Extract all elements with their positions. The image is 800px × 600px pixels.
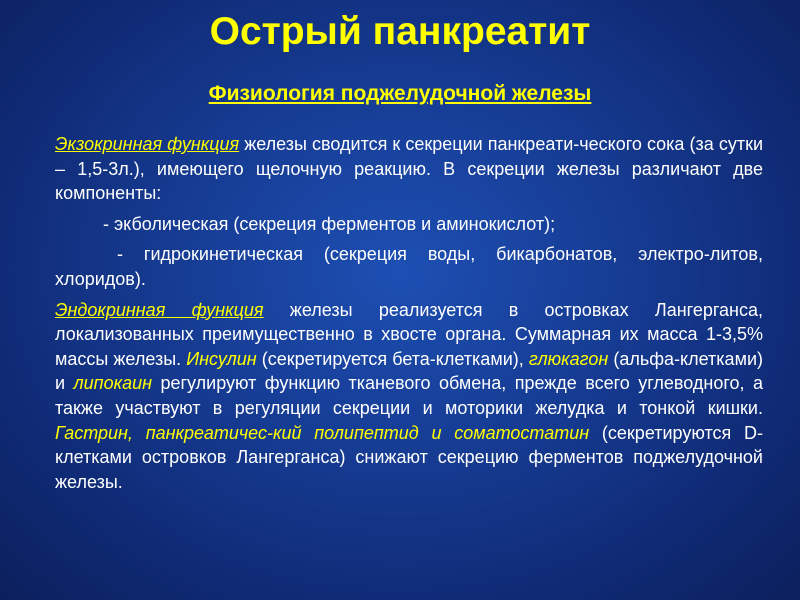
term-insulin: Инсулин <box>186 348 257 369</box>
paragraph-exocrine <box>55 132 763 206</box>
term-endocrine-function: Эндокринная функция <box>55 299 264 320</box>
list-item-ecbolic: - экболическая (секреция ферментов и аминокислот); <box>103 213 556 234</box>
term-glucagon: глюкагон <box>528 348 609 369</box>
slide-subtitle: Физиология поджелудочной железы <box>208 82 592 105</box>
endocrine-text-5: (секретируются D-клетками островков Лангерганса) снижают секрецию ферментов поджелудочной железы. <box>55 422 763 492</box>
term-exocrine-function: Экзокринная функция <box>55 134 240 154</box>
slide-title: Острый панкреатит <box>209 10 591 53</box>
term-hormones: Гастрин, панкреатичес-кий полипептид и соматостатин <box>55 422 590 443</box>
term-lipocaine: липокаин <box>73 373 153 394</box>
list-item-hydrokinetic: - гидрокинетическая (секреция воды, бикарбонатов, электро-литов, хлоридов). <box>55 244 763 289</box>
slide-body <box>55 132 763 500</box>
paragraph-endocrine <box>55 298 763 495</box>
exocrine-text: железы сводится к секреции панкреати-ческого сока (за сутки – 1,5-3л.), имеющего щелочную реакцию. В секреции железы различают две компоненты: <box>55 134 763 204</box>
endocrine-text-2: (секретируется бета-клетками), <box>256 348 529 369</box>
endocrine-text-1: железы реализуется в островках Лангерганса, локализованных преимущественно в хвосте органа. Суммарная их масса 1-3,5% массы железы. <box>55 299 764 369</box>
endocrine-text-3: (альфа-клетками) и <box>55 348 763 394</box>
endocrine-text-4: регулируют функцию тканевого обмена, прежде всего углеводного, а также участвуют в регуляции секреции и моторики желудка и тонкой кишки. <box>55 373 763 418</box>
